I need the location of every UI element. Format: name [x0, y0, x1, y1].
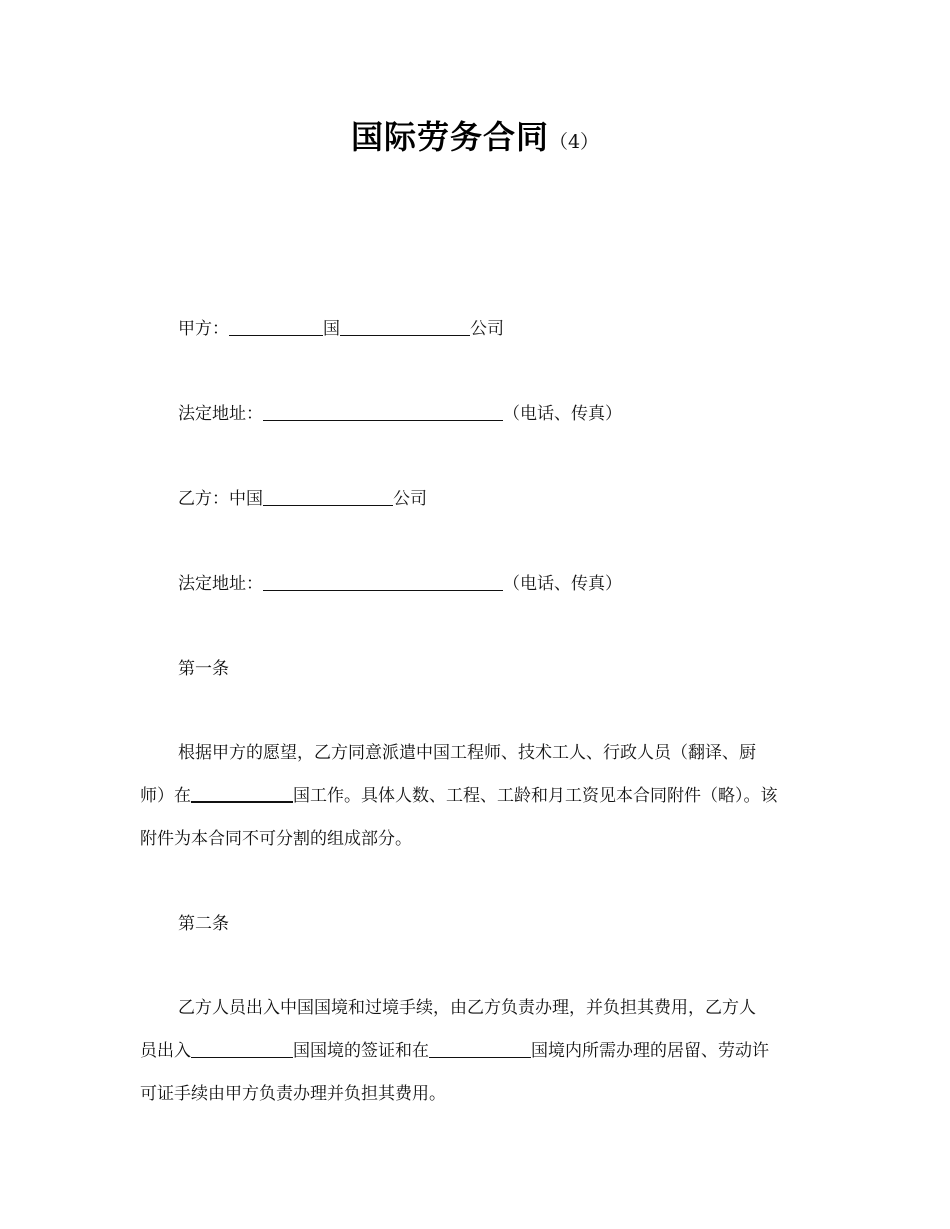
party-b-address-blank[interactable]: [263, 574, 503, 591]
party-a-line: [178, 318, 504, 340]
article-2-line-2-suffix: 国境内所需办理的居留、劳动许: [531, 1041, 769, 1061]
party-b-address-label: 法定地址：: [178, 574, 263, 594]
party-a-country-suffix: 国: [323, 319, 340, 339]
title-suffix: （4）: [548, 131, 600, 153]
party-b-company-blank[interactable]: [263, 489, 393, 506]
article-1-heading: 第一条: [178, 659, 229, 679]
document-title: [0, 112, 950, 158]
article-1-line-2-suffix: 国工作。具体人数、工程、工龄和月工资见本合同附件（略）。该: [293, 786, 778, 806]
article-1-line-2-prefix: 师）在: [140, 786, 191, 806]
article-2-residence-country-blank[interactable]: [429, 1041, 531, 1058]
party-b-contact-note: （电话、传真）: [503, 574, 622, 594]
article-2-line-1: 乙方人员出入中国国境和过境手续，由乙方负责办理，并负担其费用，乙方人: [178, 998, 756, 1018]
party-a-country-blank[interactable]: [229, 319, 323, 336]
party-a-company-suffix: 公司: [470, 319, 504, 339]
party-a-address-line: [178, 403, 622, 425]
article-1-line-3: 附件为本合同不可分割的组成部分。: [140, 829, 412, 849]
party-b-address-line: [178, 573, 622, 595]
article-1-body: [140, 732, 820, 861]
party-a-address-label: 法定地址：: [178, 404, 263, 424]
article-2-line-2-middle: 国国境的签证和在: [293, 1041, 429, 1061]
article-2-entry-country-blank[interactable]: [191, 1041, 293, 1058]
party-a-contact-note: （电话、传真）: [503, 404, 622, 424]
party-a-company-blank[interactable]: [340, 319, 470, 336]
article-2-line-2-prefix: 员出入: [140, 1041, 191, 1061]
article-2-line-3: 可证手续由甲方负责办理并负担其费用。: [140, 1084, 446, 1104]
article-2-line-2: [140, 1030, 820, 1073]
article-1-line-2: [140, 775, 820, 818]
article-1-line-1: 根据甲方的愿望，乙方同意派遣中国工程师、技术工人、行政人员（翻译、厨: [178, 743, 756, 763]
article-1-country-blank[interactable]: [191, 785, 293, 803]
article-2-heading: 第二条: [178, 914, 229, 934]
title-main: 国际劳务合同: [350, 118, 549, 156]
article-2-body: [140, 987, 820, 1116]
party-b-label: 乙方：中国: [178, 489, 263, 509]
party-a-address-blank[interactable]: [263, 404, 503, 421]
party-b-company-suffix: 公司: [393, 489, 427, 509]
party-a-label: 甲方：: [178, 319, 229, 339]
party-b-line: [178, 488, 427, 510]
